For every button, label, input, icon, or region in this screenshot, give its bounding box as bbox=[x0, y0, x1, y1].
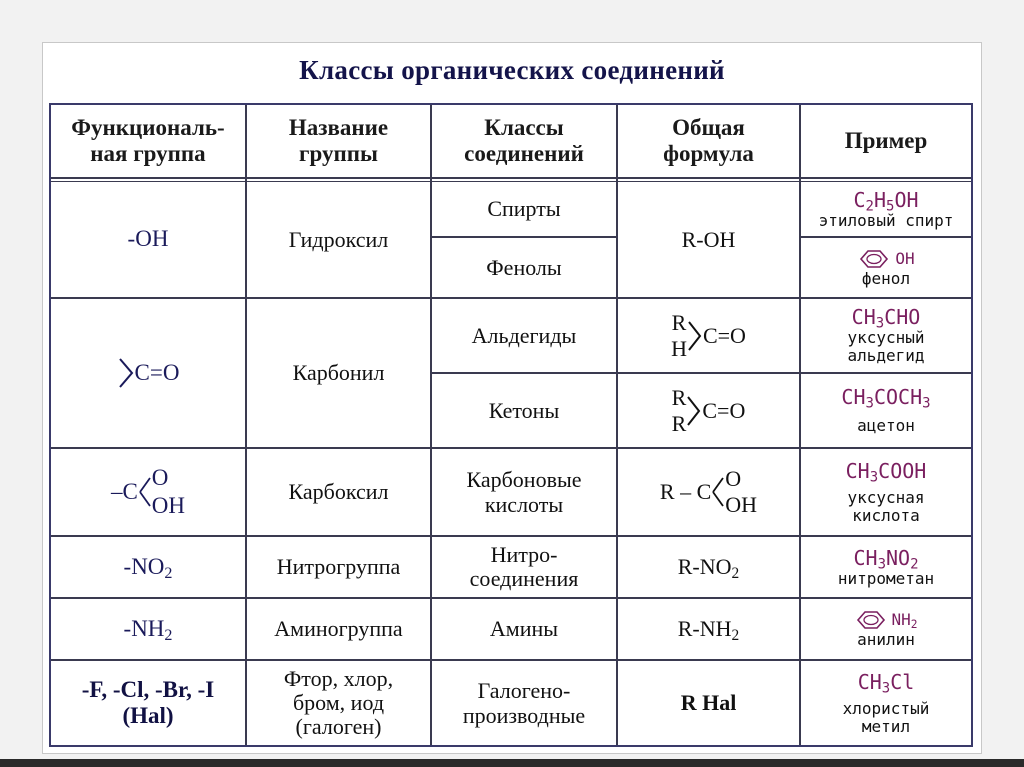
group-nitro: $-NO_2$ bbox=[123, 553, 173, 582]
example-nitromethane bbox=[801, 537, 971, 597]
example-ethanol-formula: $C_2H_5OH$ bbox=[853, 187, 919, 215]
name-carbonyl: Карбонил bbox=[292, 360, 385, 386]
example-acetaldehyde bbox=[801, 299, 971, 372]
phenol-oh: OH bbox=[895, 248, 915, 268]
class-ketones: Кетоны bbox=[488, 397, 560, 423]
formula-amino: $R-NH_2$ bbox=[677, 616, 740, 645]
name-hydroxyl: Гидроксил bbox=[288, 226, 389, 252]
table-title: Классы органических соединений bbox=[299, 55, 725, 85]
example-acetone-formula: $CH_3COCH_3$ bbox=[841, 385, 931, 412]
group-carboxyl: –C O OH bbox=[110, 465, 186, 518]
class-phenols: Фенолы bbox=[486, 254, 562, 280]
class-nitro-compounds: Нитро- соединения bbox=[469, 541, 579, 591]
class-amines: Амины bbox=[489, 616, 559, 642]
group-hydroxyl: -OH bbox=[127, 226, 169, 252]
example-acetone-name: ацетон bbox=[857, 416, 915, 436]
benzene-ring-icon bbox=[854, 609, 888, 631]
example-nitromethane-formula: $CH_3NO_2$ bbox=[853, 545, 919, 573]
name-amino: Аминогруппа bbox=[274, 616, 403, 642]
grid-line bbox=[51, 177, 971, 179]
formula-hydroxyl: R-OH bbox=[681, 226, 736, 252]
example-methyl-chloride-formula: $CH_3Cl$ bbox=[857, 669, 915, 697]
example-ethanol-name: этиловый спирт bbox=[818, 210, 954, 230]
bond-lines-icon bbox=[687, 316, 703, 356]
group-amino: $-NH_2$ bbox=[123, 615, 173, 644]
name-carboxyl: Карбоксил bbox=[288, 479, 389, 505]
bond-lines-icon bbox=[711, 470, 725, 514]
example-ethanol bbox=[801, 182, 971, 236]
example-acetic-acid-name: уксусная кислота bbox=[847, 487, 925, 525]
example-acetic-acid-formula: $CH_3COOH$ bbox=[845, 458, 927, 486]
formula-nitro: $R-NO_2$ bbox=[677, 554, 740, 583]
example-aniline-name: анилин bbox=[857, 630, 915, 650]
class-carboxylic-acids: Карбоновые кислоты bbox=[466, 466, 582, 517]
name-nitro: Нитрогруппа bbox=[276, 554, 401, 580]
header-functional-group: Функциональ- ная группа bbox=[71, 114, 225, 166]
class-alcohols: Спирты bbox=[487, 196, 561, 222]
bottom-band bbox=[0, 759, 1024, 767]
example-acetic-acid bbox=[801, 449, 971, 535]
example-acetone bbox=[801, 374, 971, 447]
bond-lines-icon bbox=[138, 470, 152, 514]
formula-aldehyde: R H C=O bbox=[671, 310, 746, 361]
name-halogen: Фтор, хлор, бром, иод (галоген) bbox=[283, 665, 394, 740]
example-acetaldehyde-name: уксусный альдегид bbox=[847, 328, 925, 365]
bond-lines-icon bbox=[686, 391, 702, 431]
header-group-name: Название группы bbox=[288, 114, 389, 166]
header-general-formula: Общая формула bbox=[663, 114, 754, 166]
class-aldehydes: Альдегиды bbox=[471, 322, 577, 348]
example-acetaldehyde-formula: $CH_3CHO$ bbox=[851, 305, 921, 332]
formula-carboxyl: R – C O OH bbox=[659, 465, 758, 517]
group-carbonyl: C=O bbox=[51, 299, 245, 447]
table-frame bbox=[49, 103, 973, 747]
bond-lines-icon bbox=[117, 356, 135, 390]
slide bbox=[42, 42, 982, 754]
example-phenol bbox=[801, 238, 971, 297]
example-methyl-chloride-name: хлористый метил bbox=[842, 698, 930, 736]
header-compound-class: Классы соединений bbox=[464, 114, 584, 166]
header-example: Пример bbox=[844, 127, 928, 153]
example-aniline bbox=[801, 599, 971, 659]
aniline-nh2: $NH_2$ bbox=[891, 610, 918, 631]
formula-ketone: R R C=O bbox=[671, 385, 746, 436]
benzene-ring-icon bbox=[857, 248, 891, 270]
group-halogen: -F, -Cl, -Br, -I (Hal) bbox=[81, 676, 215, 728]
class-halogen-derivatives: Галогено- производные bbox=[462, 677, 586, 728]
example-phenol-name: фенол bbox=[861, 268, 911, 288]
example-nitromethane-name: нитрометан bbox=[837, 568, 935, 588]
formula-halogen: R Hal bbox=[680, 690, 737, 716]
example-methyl-chloride bbox=[801, 661, 971, 745]
